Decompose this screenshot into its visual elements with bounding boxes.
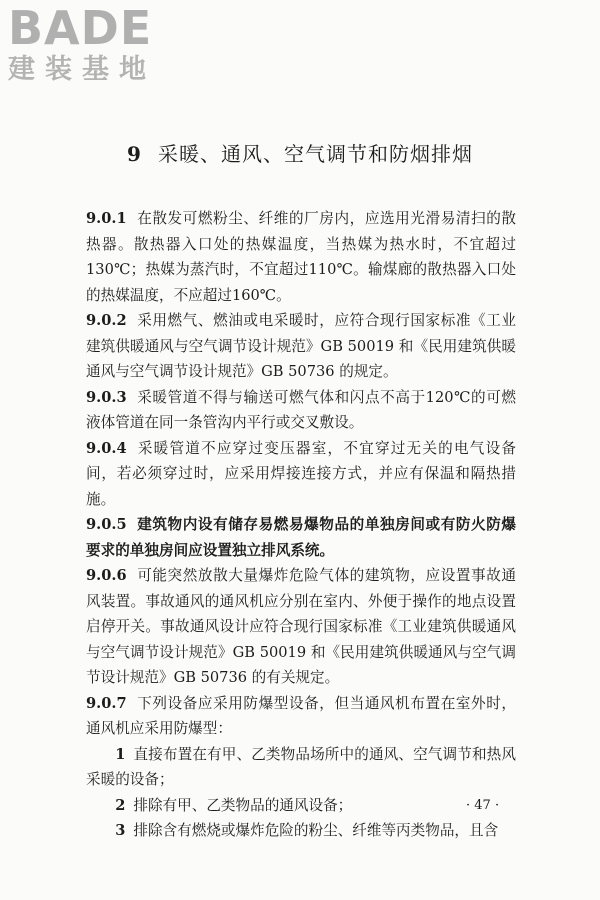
clause-number: 9.0.1 — [86, 210, 127, 227]
clause-number: 9.0.5 — [86, 516, 127, 533]
chapter-heading — [0, 138, 600, 167]
clause-9-0-3 — [86, 385, 516, 436]
list-item — [86, 742, 516, 793]
list-item — [86, 793, 516, 819]
logo-subtitle: 建装基地 — [8, 54, 156, 85]
clause-text: 在散发可燃粉尘、纤维的厂房内，应选用光滑易清扫的散热器。散热器入口处的热媒温度，当热媒为热水时，不宜超过130℃；热媒为蒸汽时，不宜超过110℃。输煤廊的散热器入口处的热媒温度，不应超过160℃。 — [86, 210, 516, 304]
clause-number: 9.0.4 — [86, 439, 127, 457]
clause-number: 9.0.3 — [86, 388, 127, 406]
logo-wordmark: BADE — [8, 1, 153, 55]
clause-number: 9.0.7 — [86, 694, 127, 712]
clause-text: 下列设备应采用防爆型设备，但当通风机布置在室外时，通风机应采用防爆型： — [86, 694, 516, 737]
clause-9-0-1 — [86, 206, 516, 308]
item-number: 3 — [115, 822, 126, 839]
clause-text: 采暖管道不应穿过变压器室，不宜穿过无关的电气设备间，若必须穿过时，应采用焊接连接方式，并应有保温和隔热措施。 — [86, 439, 516, 508]
list-item — [86, 818, 516, 844]
item-text: 排除有甲、乙类物品的通风设备； — [133, 796, 353, 814]
bade-logo — [8, 1, 178, 86]
clause-text: 建筑物内设有储存易燃易爆物品的单独房间或有防火防爆要求的单独房间应设置独立排风系统。 — [86, 516, 516, 559]
item-number: 2 — [115, 796, 126, 814]
page-number: · 47 · — [466, 798, 500, 813]
clause-text: 采暖管道不得与输送可燃气体和闪点不高于120℃的可燃液体管道在同一条管沟内平行或交叉敷设。 — [86, 388, 516, 431]
clause-9-0-6 — [86, 563, 516, 691]
clause-text: 采用燃气、燃油或电采暖时，应符合现行国家标准《工业建筑供暖通风与空气调节设计规范》GB 50019 和《民用建筑供暖通风与空气调节设计规范》GB 50736 的规定。 — [86, 312, 516, 380]
clause-9-0-5 — [86, 512, 516, 563]
chapter-number: 9 — [127, 142, 142, 166]
item-number: 1 — [115, 745, 126, 763]
chapter-title: 采暖、通风、空气调节和防烟排烟 — [157, 142, 473, 166]
item-text: 排除含有燃烧或爆炸危险的粉尘、纤维等丙类物品，且含 — [133, 822, 499, 839]
clause-number: 9.0.6 — [86, 567, 127, 584]
clause-number: 9.0.2 — [86, 312, 127, 329]
clause-9-0-4 — [86, 436, 516, 513]
item-text: 直接布置在有甲、乙类物品场所中的通风、空气调节和热风采暖的设备； — [86, 745, 516, 788]
clause-text: 可能突然放散大量爆炸危险气体的建筑物，应设置事故通风装置。事故通风的通风机应分别在室内、外便于操作的地点设置启停开关。事故通风设计应符合现行国家标准《工业建筑供暖通风与空气调节设计规范》GB 50019 和《民用建筑供暖通风与空气调节设计规范》GB 50736 的有关规定。 — [86, 567, 516, 686]
clause-9-0-2 — [86, 308, 516, 385]
clause-9-0-7 — [86, 691, 516, 742]
clause-list — [86, 206, 516, 844]
